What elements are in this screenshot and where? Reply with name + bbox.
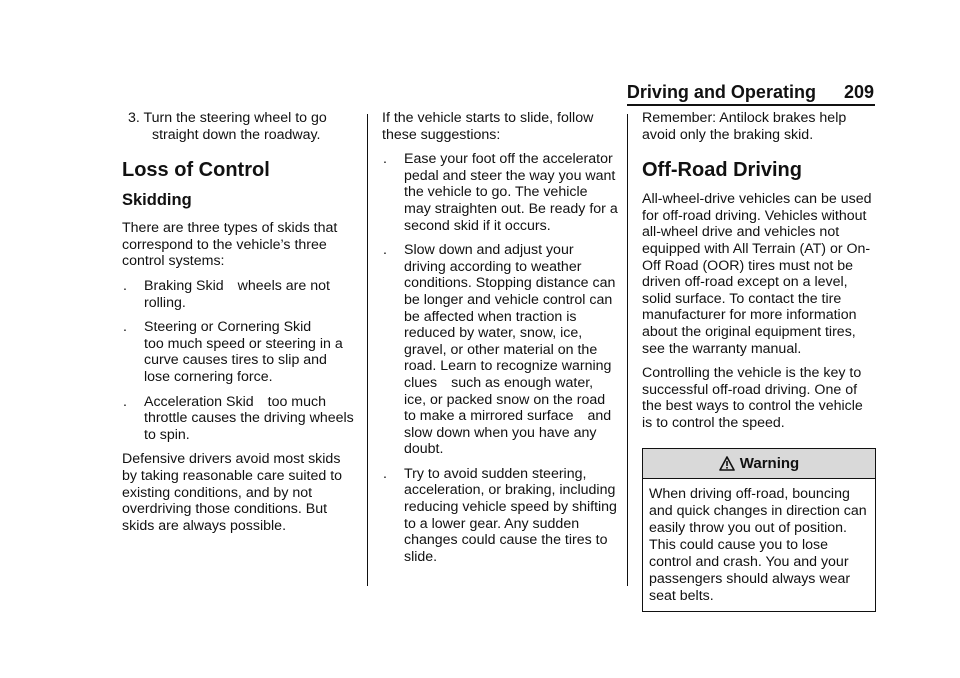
header-rule bbox=[627, 104, 875, 106]
list-item bbox=[122, 319, 356, 385]
section-title: Driving and Operating bbox=[626, 82, 816, 102]
list-item bbox=[382, 466, 618, 566]
skid-type-label: Acceleration Skid bbox=[144, 393, 254, 410]
column-middle bbox=[382, 110, 618, 573]
suggestion-text: Slow down and adjust your driving according to weather conditions. Stopping distance can be longer and vehicle control can be affected when traction is reduced by water, snow, ice, gravel, or other material on the road. Learn to recognize warning clues bbox=[404, 242, 616, 391]
heading-skidding: Skidding bbox=[122, 191, 192, 210]
bullet-marker: . bbox=[383, 242, 387, 259]
list-item bbox=[382, 151, 618, 234]
skid-type-text: too much throttle causes the driving wheels to spin. bbox=[144, 393, 354, 443]
page-header bbox=[0, 82, 874, 103]
defensive-drivers-text: Defensive drivers avoid most skids by taking reasonable care suited to existing conditions, and by not overdriving those conditions. But skids are always possible. bbox=[122, 451, 343, 534]
warning-triangle-icon bbox=[719, 456, 735, 471]
suggestion-text: Ease your foot off the accelerator pedal and steer the way you want the vehicle to go. The vehicle may straighten out. Be ready for a second skid if it occurs. bbox=[404, 151, 618, 234]
off-road-paragraph-2: Controlling the vehicle is the key to successful off-road driving. One of the best ways to control the vehicle is to control the speed. bbox=[642, 365, 863, 431]
off-road-paragraph-1: All-wheel-drive vehicles can be used for off-road driving. Vehicles without all-wheel drive and vehicles not equipped with All Terrain (AT) or On-Off Road (OOR) tires must not be driven off-road except on a level, solid surface. To contact the tire manufacturer for more information about the original equipment tires, see the warranty manual. bbox=[642, 191, 872, 357]
bullet-marker: . bbox=[123, 319, 127, 336]
heading-loss-of-control: Loss of Control bbox=[122, 159, 270, 182]
warning-box bbox=[642, 448, 876, 613]
bullet-marker: . bbox=[123, 393, 127, 410]
skid-type-label: Braking Skid bbox=[144, 277, 224, 294]
list-item bbox=[382, 242, 618, 458]
warning-header bbox=[643, 449, 875, 480]
column-left bbox=[122, 110, 356, 542]
warning-text: When driving off-road, bouncing and quick changes in direction can easily throw you out of position. This could cause you to lose control and crash. You and your passengers should always wear seat belts. bbox=[649, 486, 867, 604]
list-item bbox=[122, 278, 356, 311]
bullet-marker: . bbox=[383, 151, 387, 168]
skid-types-list bbox=[122, 278, 356, 443]
column-right bbox=[642, 110, 876, 612]
bullet-marker: . bbox=[123, 277, 127, 294]
suggestion-text: and slow down when you have any doubt. bbox=[404, 408, 612, 458]
column-divider bbox=[367, 114, 368, 586]
slide-suggestions-list bbox=[382, 151, 618, 565]
skid-type-text: too much speed or steering in a curve causes tires to slip and lose cornering force. bbox=[144, 335, 343, 385]
list-item bbox=[122, 394, 356, 444]
bullet-marker: . bbox=[383, 465, 387, 482]
antilock-note: Remember: Antilock brakes help avoid only the braking skid. bbox=[642, 110, 847, 143]
heading-off-road-driving: Off-Road Driving bbox=[642, 159, 802, 182]
page-number: 209 bbox=[843, 82, 874, 102]
step-3: 3. Turn the steering wheel to go straight down the roadway. bbox=[128, 110, 327, 143]
skid-type-text: wheels are not rolling. bbox=[144, 277, 330, 311]
suggestion-text: such as enough water, ice, or packed snow on the road to make a mirrored surface bbox=[404, 374, 606, 425]
skid-type-label: Steering or Cornering Skid bbox=[144, 319, 312, 336]
slide-intro: If the vehicle starts to slide, follow these suggestions: bbox=[382, 110, 594, 143]
skid-intro: There are three types of skids that correspond to the vehicle’s three control systems: bbox=[122, 220, 338, 270]
suggestion-text: Try to avoid sudden steering, acceleration, or braking, including reducing vehicle speed by shifting to a lower gear. Any sudden changes could cause the tires to slide. bbox=[404, 465, 617, 565]
warning-title: Warning bbox=[739, 454, 800, 472]
column-divider bbox=[627, 114, 628, 586]
